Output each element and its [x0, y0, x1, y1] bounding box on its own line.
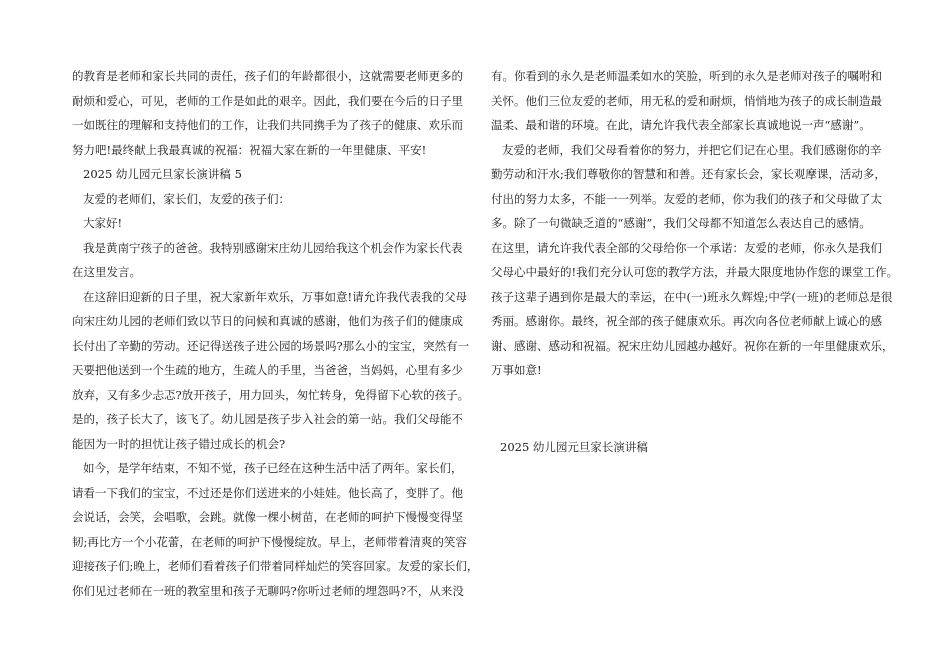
paragraph-line: 在这辞旧迎新的日子里，祝大家新年欢乐，万事如意!请允许我代表我的父母	[83, 289, 468, 304]
paragraph-line: 请看一下我们的宝宝，不过还是你们送进来的小娃娃。他长高了，变胖了。他	[72, 485, 463, 500]
paragraph-line: 向宋庄幼儿园的老师们致以节日的问候和真诚的感谢，他们为孩子们的健康成	[72, 314, 463, 328]
paragraph-line: 会说话，会笑，会唱歌，会跳。就像一棵小树苗，在老师的呵护下慢慢变得坚	[72, 510, 463, 524]
section-heading: 2025 幼儿园元旦家长演讲稿 5	[83, 167, 242, 181]
paragraph-line: 父母心中最好的!我们充分认可您的教学方法，并最大限度地协作您的课堂工作。	[491, 265, 899, 279]
paragraph-line: 谢、感谢、感动和祝福。祝宋庄幼儿园越办越好。祝你在新的一年里健康欢乐，	[491, 338, 894, 353]
paragraph-line: 天要把他送到一个生疏的地方，生疏人的手里，当爸爸，当妈妈，心里有多少	[72, 363, 463, 377]
paragraph-line: 长付出了辛勤的劳动。还记得送孩子进公园的场景吗?那么小的宝宝，突然有一	[72, 338, 470, 353]
greeting: 大家好!	[83, 216, 123, 230]
paragraph-line: 是的，孩子长大了，该飞了。幼儿园是孩子步入社会的第一站。我们父母能不	[72, 412, 463, 426]
paragraph-line: 万事如意!	[491, 363, 542, 377]
document-footer-title: 2025 幼儿园元旦家长演讲稿	[500, 440, 648, 454]
paragraph-line: 迎接孩子们;晚上，老师们看着孩子们带着同样灿烂的笑容回家。友爱的家长们，	[72, 559, 479, 573]
paragraph-line: 有。你看到的永久是老师温柔如水的笑脸，听到的永久是老师对孩子的嘱咐和	[491, 69, 882, 83]
paragraph-line: 耐烦和爱心，可见，老师的工作是如此的艰辛。因此，我们要在今后的日子里	[72, 93, 463, 108]
paragraph-line: 付出的努力太多，不能一一列举。友爱的老师，你为我们的孩子和父母做了太	[491, 191, 882, 206]
left-text-column	[72, 64, 479, 603]
paragraph-line: 你们见过老师在一班的教室里和孩子无聊吗?你听过老师的埋怨吗?不，从来没	[72, 583, 464, 598]
paragraph-line: 多。除了一句微缺乏道的“感谢”，我们父母都不知道怎么表达自己的感情。	[491, 216, 871, 230]
paragraph-line: 我是黄南宁孩子的爸爸。我特别感谢宋庄幼儿园给我这个机会作为家长代表	[83, 240, 463, 255]
paragraph-line: 在这里，请允许我代表全部的父母给你一个承诺：友爱的老师，你永久是我们	[491, 240, 882, 255]
paragraph-line: 温柔、最和谐的环境。在此，请允许我代表全部家长真诚地说一声“感谢”。	[491, 118, 871, 132]
paragraph-line: 能因为一时的担忧让孩子错过成长的机会?	[72, 436, 286, 451]
paragraph-line: 韧;再比方一个小花蕾，在老师的呵护下慢慢绽放。早上，老师带着清爽的笑容	[72, 534, 467, 549]
paragraph-line: 友爱的老师，我们父母看着你的努力，并把它们记在心里。我们感谢你的辛	[502, 142, 882, 157]
paragraph-line: 孩子这辈子遇到你是最大的幸运，在中(一)班永久辉煌;中学(一班)的老师总是很	[491, 289, 893, 304]
paragraph-line: 努力吧!最终献上我最真诚的祝福：祝福大家在新的一年里健康、平安!	[72, 142, 427, 157]
paragraph-line: 一如既往的理解和支持他们的工作，让我们共同携手为了孩子的健康、欢乐而	[72, 118, 463, 132]
paragraph-line: 勤劳动和汗水;我们尊敬你的智慧和和善。还有家长会，家长观摩课，活动多，	[491, 167, 886, 181]
paragraph-line: 关怀。他们三位友爱的老师，用无私的爱和耐烦，悄悄地为孩子的成长制造最	[491, 93, 882, 108]
salutation: 友爱的老师们，家长们，友爱的孩子们：	[83, 191, 290, 206]
paragraph-line: 放弃，又有多少忐忑?放开孩子，用力回头，匆忙转身，免得留下心软的孩子。	[72, 387, 470, 402]
paragraph-line: 如今，是学年结束，不知不觉，孩子已经在这种生活中活了两年。家长们，	[83, 461, 463, 475]
paragraph-line: 的教育是老师和家长共同的责任，孩子们的年龄都很小，这就需要老师更多的	[72, 69, 463, 83]
right-text-column	[491, 64, 899, 383]
paragraph-line: 在这里发言。	[72, 265, 141, 279]
paragraph-line: 秀丽。感谢你。最终，祝全部的孩子健康欢乐。再次向各位老师献上诚心的感	[491, 314, 882, 328]
